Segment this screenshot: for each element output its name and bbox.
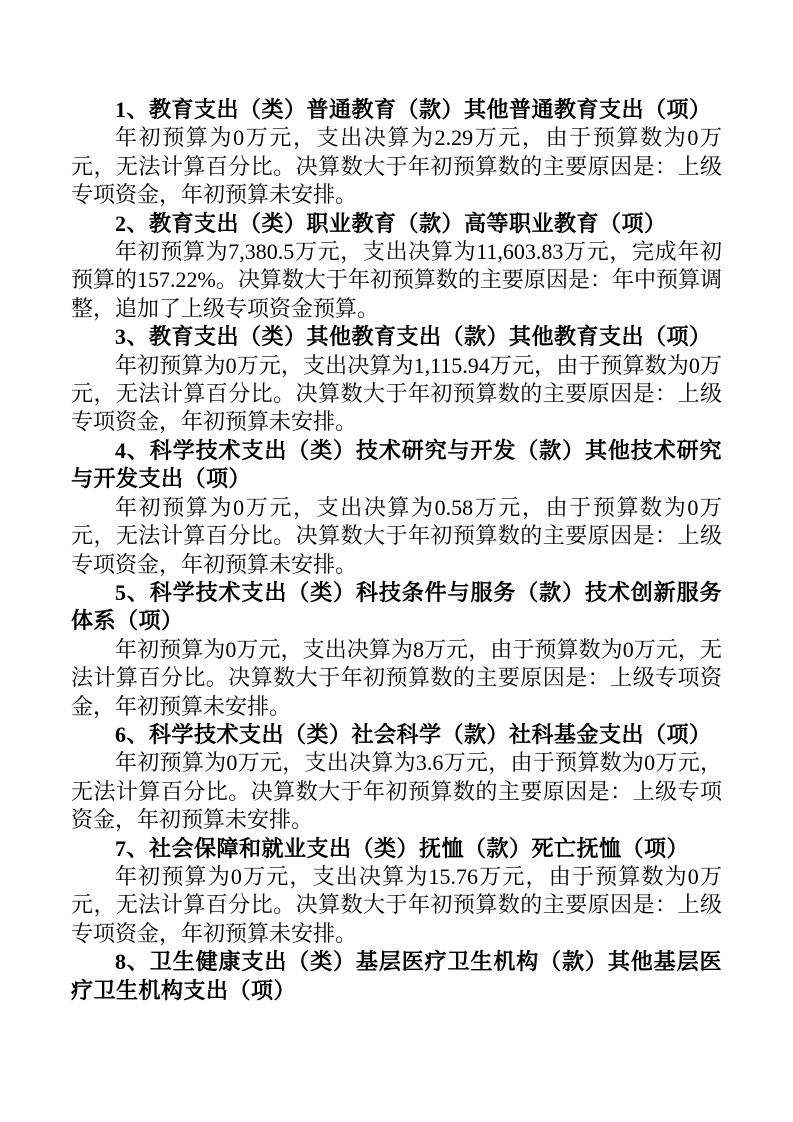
section-body: 年初预算为0万元，支出决算为2.29万元，由于预算数为0万元，无法计算百分比。决算数大于年初预算数的主要原因是：上级专项资金，年初预算未安排。 — [71, 125, 722, 208]
section-body: 年初预算为0万元，支出决算为8万元，由于预算数为0万元，无法计算百分比。决算数大于年初预算数的主要原因是：上级专项资金，年初预算未安排。 — [71, 636, 722, 719]
budget-item-section-5 — [71, 579, 722, 721]
section-body: 年初预算为7,380.5万元，支出决算为11,603.83万元，完成年初预算的157.22%。决算数大于年初预算数的主要原因是：年中预算调整，追加了上级专项资金预算。 — [71, 239, 722, 321]
budget-item-section-2 — [71, 210, 722, 324]
budget-item-section-8 — [71, 948, 722, 1005]
budget-item-section-1 — [71, 96, 722, 210]
budget-item-section-4 — [71, 437, 722, 579]
budget-item-section-3 — [71, 323, 722, 437]
section-heading: 2、教育支出（类）职业教育（款）高等职业教育（项） — [115, 210, 667, 236]
budget-item-section-6 — [71, 721, 722, 835]
section-heading: 3、教育支出（类）其他教育支出（款）其他教育支出（项） — [115, 324, 712, 350]
section-body: 年初预算为0万元，支出决算为3.6万元，由于预算数为0万元，无法计算百分比。决算数大于年初预算数的主要原因是：上级专项资金，年初预算未安排。 — [71, 750, 722, 833]
section-heading: 5、科学技术支出（类）科技条件与服务（款）技术创新服务体系（项） — [71, 579, 722, 634]
section-heading: 8、卫生健康支出（类）基层医疗卫生机构（款）其他基层医疗卫生机构支出（项） — [71, 949, 722, 1003]
section-body: 年初预算为0万元，支出决算为1,115.94万元，由于预算数为0万元，无法计算百分比。决算数大于年初预算数的主要原因是：上级专项资金，年初预算未安排。 — [71, 352, 722, 435]
section-body: 年初预算为0万元，支出决算为0.58万元，由于预算数为0万元，无法计算百分比。决算数大于年初预算数的主要原因是：上级专项资金，年初预算未安排。 — [71, 494, 722, 577]
budget-item-section-7 — [71, 835, 722, 949]
section-body: 年初预算为0万元，支出决算为15.76万元，由于预算数为0万元，无法计算百分比。决算数大于年初预算数的主要原因是：上级专项资金，年初预算未安排。 — [71, 863, 722, 946]
section-heading: 1、教育支出（类）普通教育（款）其他普通教育支出（项） — [115, 97, 712, 122]
section-heading: 4、科学技术支出（类）技术研究与开发（款）其他技术研究与开发支出（项） — [71, 437, 722, 492]
section-heading: 7、社会保障和就业支出（类）抚恤（款）死亡抚恤（项） — [115, 835, 690, 861]
section-heading: 6、科学技术支出（类）社会科学（款）社科基金支出（项） — [115, 721, 712, 747]
